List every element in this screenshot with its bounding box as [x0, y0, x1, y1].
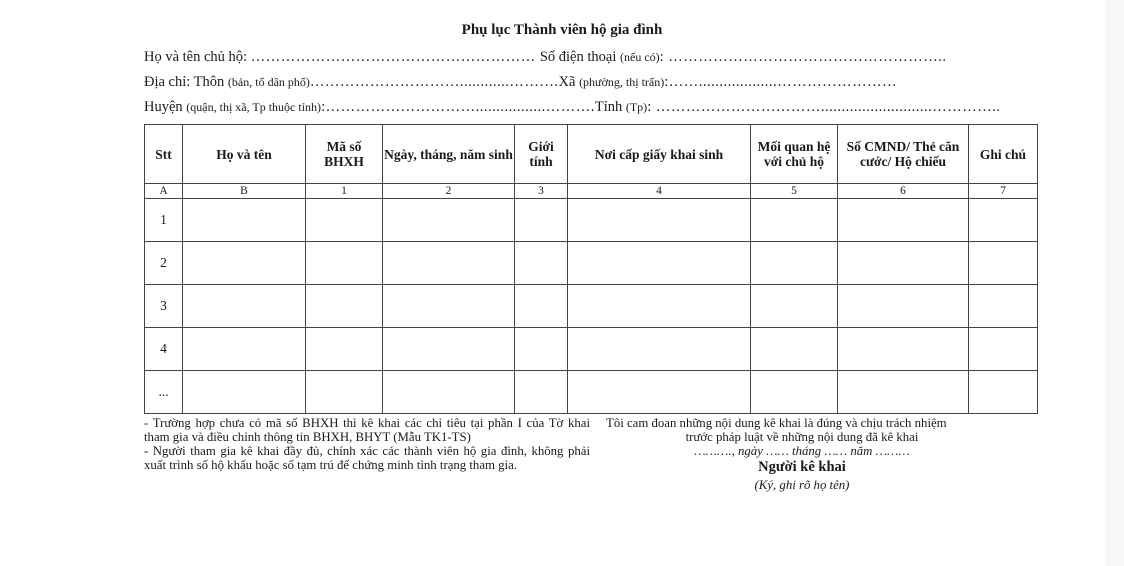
address-label: Địa chỉ: Thôn	[144, 74, 228, 90]
header-social-insurance-code: Mã số BHXH	[306, 125, 383, 184]
phone-label: Số điện thoại	[539, 49, 620, 65]
table-row	[145, 242, 1038, 285]
province-note: (Tp)	[625, 100, 648, 114]
index-cell: B	[183, 184, 306, 199]
table-index-row	[145, 184, 1038, 199]
header-birth-certificate-place: Nơi cấp giấy khai sinh	[568, 125, 751, 184]
commune-label: Xã	[558, 74, 580, 90]
gender-cell[interactable]	[515, 285, 568, 328]
header-line-district	[144, 99, 1000, 116]
household-members-table	[144, 124, 1038, 414]
bhxh-cell[interactable]	[306, 371, 383, 414]
commune-note: (phường, thị trấn)	[579, 75, 665, 89]
signature-note: (Ký, ghi rõ họ tên)	[754, 478, 850, 492]
birthplace-cell[interactable]	[568, 328, 751, 371]
notes-cell[interactable]	[969, 199, 1038, 242]
index-cell: 7	[969, 184, 1038, 199]
district-field[interactable]: :………………………….................……….	[321, 99, 595, 115]
index-cell: 4	[568, 184, 751, 199]
row-number: 2	[145, 242, 183, 285]
notes-cell[interactable]	[969, 242, 1038, 285]
gender-cell[interactable]	[515, 371, 568, 414]
header-stt: Stt	[145, 125, 183, 184]
footnote-missing-bhxh: - Trường hợp chưa có mã số BHXH thì kê khai các chỉ tiêu tại phần I của Tờ khai tham gia và điều chỉnh thông tin BHXH, BHYT (Mẫu TK1-TS)	[144, 416, 590, 444]
gender-cell[interactable]	[515, 242, 568, 285]
bhxh-cell[interactable]	[306, 242, 383, 285]
index-cell: 3	[515, 184, 568, 199]
declaration-text-2: trước pháp luật về những nội dung đã kê khai	[685, 430, 919, 444]
phone-note: (nếu có)	[620, 50, 660, 64]
commune-field[interactable]: :……...................……………………	[664, 74, 898, 90]
gender-cell[interactable]	[515, 199, 568, 242]
address-note: (bản, tổ dân phố)	[227, 75, 310, 89]
bhxh-cell[interactable]	[306, 328, 383, 371]
relationship-cell[interactable]	[751, 371, 838, 414]
page-margin	[1106, 0, 1124, 566]
name-cell[interactable]	[183, 328, 306, 371]
row-number: 3	[145, 285, 183, 328]
name-cell[interactable]	[183, 242, 306, 285]
gender-cell[interactable]	[515, 328, 568, 371]
bhxh-cell[interactable]	[306, 199, 383, 242]
footnotes	[144, 416, 590, 472]
footnote-completeness: - Người tham gia kê khai đầy đủ, chính xác các thành viên hộ gia đình, không phải xuất trình sổ hộ khẩu hoặc sổ tạm trú để chứng minh tình trạng tham gia.	[144, 444, 590, 472]
id-cell[interactable]	[838, 371, 969, 414]
id-cell[interactable]	[838, 242, 969, 285]
row-number: 4	[145, 328, 183, 371]
relationship-cell[interactable]	[751, 285, 838, 328]
householder-name-label: Họ và tên chủ hộ:	[144, 49, 251, 65]
row-number: 1	[145, 199, 183, 242]
notes-cell[interactable]	[969, 285, 1038, 328]
table-header-row	[145, 125, 1038, 184]
row-number: ...	[145, 371, 183, 414]
dob-cell[interactable]	[383, 371, 515, 414]
header-notes: Ghi chú	[969, 125, 1038, 184]
table-row	[145, 328, 1038, 371]
table-row	[145, 199, 1038, 242]
index-cell: 6	[838, 184, 969, 199]
notes-cell[interactable]	[969, 371, 1038, 414]
dob-cell[interactable]	[383, 242, 515, 285]
name-cell[interactable]	[183, 371, 306, 414]
header-line-address	[144, 74, 897, 91]
bhxh-cell[interactable]	[306, 285, 383, 328]
header-id-number: Số CMND/ Thẻ căn cước/ Hộ chiếu	[838, 125, 969, 184]
province-field[interactable]: : ……………………………...........................…………..	[647, 99, 1001, 115]
birthplace-cell[interactable]	[568, 199, 751, 242]
index-cell: 1	[306, 184, 383, 199]
id-cell[interactable]	[838, 199, 969, 242]
relationship-cell[interactable]	[751, 199, 838, 242]
birthplace-cell[interactable]	[568, 242, 751, 285]
birthplace-cell[interactable]	[568, 371, 751, 414]
name-cell[interactable]	[183, 285, 306, 328]
declaration-block	[598, 416, 1006, 492]
householder-name-field[interactable]: …………………………………………………	[250, 49, 540, 65]
index-cell: 2	[383, 184, 515, 199]
table-row	[145, 371, 1038, 414]
relationship-cell[interactable]	[751, 328, 838, 371]
relationship-cell[interactable]	[751, 242, 838, 285]
id-cell[interactable]	[838, 285, 969, 328]
index-cell: A	[145, 184, 183, 199]
signer-title: Người kê khai	[758, 459, 846, 475]
header-gender: Giới tính	[515, 125, 568, 184]
province-label: Tỉnh	[594, 99, 626, 115]
header-line-householder	[144, 49, 947, 66]
dob-cell[interactable]	[383, 199, 515, 242]
notes-cell[interactable]	[969, 328, 1038, 371]
district-label: Huyện	[144, 99, 187, 115]
id-cell[interactable]	[838, 328, 969, 371]
birthplace-cell[interactable]	[568, 285, 751, 328]
phone-field[interactable]: : ………………………………………………..	[659, 49, 947, 65]
address-field[interactable]: …………………………............……….	[309, 74, 559, 90]
page-title: Phụ lục Thành viên hộ gia đình	[461, 22, 663, 38]
declaration-date: ………., ngày …… tháng …… năm ………	[694, 444, 910, 458]
declaration-text: Tôi cam đoan những nội dung kê khai là đúng và chịu trách nhiệm	[606, 416, 947, 430]
table-row	[145, 285, 1038, 328]
district-note: (quận, thị xã, Tp thuộc tỉnh)	[186, 100, 322, 114]
header-relationship: Mối quan hệ với chủ hộ	[751, 125, 838, 184]
header-full-name: Họ và tên	[183, 125, 306, 184]
dob-cell[interactable]	[383, 285, 515, 328]
header-date-of-birth: Ngày, tháng, năm sinh	[383, 125, 515, 184]
index-cell: 5	[751, 184, 838, 199]
dob-cell[interactable]	[383, 328, 515, 371]
name-cell[interactable]	[183, 199, 306, 242]
